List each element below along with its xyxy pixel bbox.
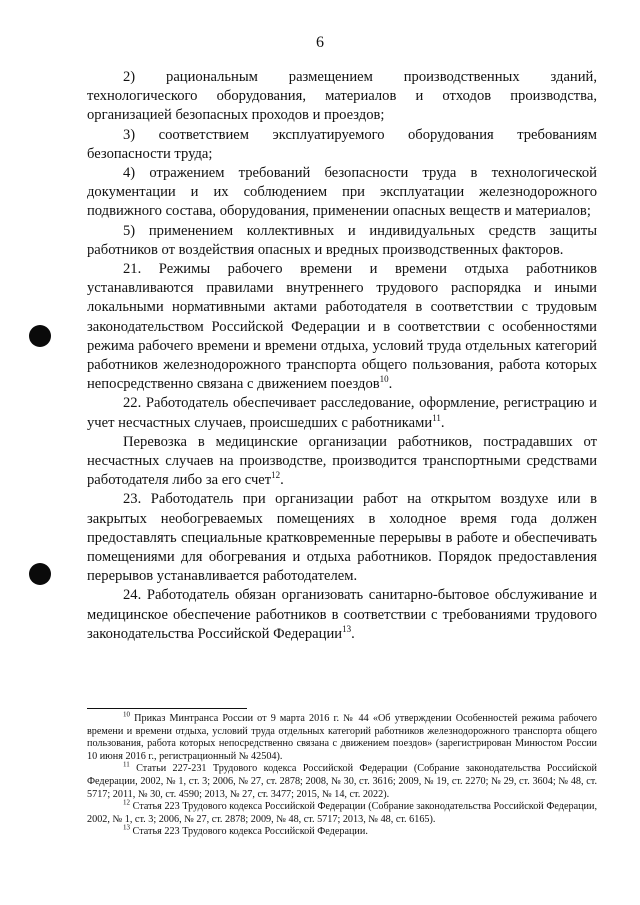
footnote-ref-10[interactable]: 10 [379, 374, 389, 385]
paragraph-item-5: 5) применением коллективных и индивидуальных средств защиты работников от воздействия опасных и вредных производственных факторов. [87, 222, 597, 258]
paragraph-21 [87, 260, 597, 394]
paragraph-22-text: 22. Работодатель обеспечивает расследование, оформление, регистрацию и учет несчастных случаев, происшедших с работниками [87, 395, 597, 431]
paragraph-24-text: 24. Работодатель обязан организовать санитарно-бытовое обслуживание и медицинское обеспечение работников в соответствии с требованиями трудового законодательства Российской Федерации [87, 587, 597, 642]
paragraph-23: 23. Работодатель при организации работ на открытом воздухе или в закрытых необогреваемых помещениях в холодное время года должен предоставлять специальные кратковременные перерывы в работе и обеспечивать помещениями для обогревания и отдыха работников. Порядок предоставления перерывов устанавливается работодателем. [87, 491, 597, 585]
paragraph-transport [87, 433, 597, 491]
binder-hole-top [29, 325, 51, 347]
footnote-separator [87, 708, 247, 709]
footnote-text-11: Статьи 227-231 Трудового кодекса Российской Федерации (Собрание законодательства Российской Федерации, 2002, № 1, ст. 3; 2006, № 27, ст. 2878; 2008, № 30, ст. 3616; 2009, № 19, ст. 2270; № 29, ст. 3604; № 48, ст. 5717; 2011, № 30, ст. 4590; 2013, № 27, ст. 3477; 2015, № 14, ст. 2022). [87, 763, 597, 800]
paragraph-item-4: 4) отражением требований безопасности труда в технологической документации и их соблюдением при эксплуатации железнодорожного подвижного состава, оборудования, применении опасных веществ и материалов; [87, 165, 597, 220]
footnote-mark-13: 13 [123, 823, 130, 832]
footnote-ref-13[interactable]: 13 [342, 624, 352, 635]
paragraph-21-end: . [388, 376, 393, 393]
paragraph-24-end: . [351, 625, 355, 642]
footnote-13 [87, 823, 597, 839]
footnote-mark-10: 10 [123, 710, 130, 719]
page-number: 6 [316, 34, 324, 51]
paragraph-22 [87, 394, 597, 432]
footnote-text-10: Приказ Минтранса России от 9 марта 2016 г. № 44 «Об утверждении Особенностей режима рабочего времени и времени отдыха, условий труда отдельных категорий работников железнодорожного транспорта общего пользования, работа которых непосредственно связана с движением поездов» (зарегистрирован Минюстом России 10 июня 2016 г., регистрационный № 42504). [87, 713, 597, 762]
paragraph-transport-text: Перевозка в медицинские организации работников, пострадавших от несчастных случаев на производстве, производится транспортными средствами работодателя либо за его счет [87, 433, 597, 489]
footnote-10 [87, 710, 597, 763]
paragraph-24 [87, 586, 597, 644]
paragraph-22-end: . [440, 414, 445, 431]
footnote-ref-11[interactable]: 11 [432, 412, 441, 423]
body-text [87, 68, 597, 644]
footnotes [87, 710, 597, 839]
footnote-ref-12[interactable]: 12 [271, 470, 281, 481]
footnote-text-12: Статья 223 Трудового кодекса Российской Федерации (Собрание законодательства Российской Федерации, 2002, № 1, ст. 3; 2006, № 27, ст. 2878; 2009, № 48, ст. 5717; 2013, № 48, ст. 6165). [87, 801, 597, 825]
footnote-mark-11: 11 [123, 760, 130, 769]
binder-hole-bottom [29, 563, 51, 585]
footnote-11 [87, 760, 597, 801]
footnote-12 [87, 798, 597, 826]
footnote-mark-12: 12 [123, 798, 130, 807]
paragraph-item-2: 2) рациональным размещением производственных зданий, технологического оборудования, материалов и отходов производства, организацией безопасных проходов и проездов; [87, 69, 597, 124]
paragraph-item-3: 3) соответствием эксплуатируемого оборудования требованиям безопасности труда; [87, 126, 597, 162]
paragraph-21-text: 21. Режимы рабочего времени и времени отдыха работников устанавливаются правилами внутреннего трудового распорядка и иными локальными нормативными актами работодателя в соответствии с трудовым законодательством Российской Федерации и в соответствии с особенностями режима рабочего времени и времени отдыха, условий труда отдельных категорий работников железнодорожного транспорта общего пользования, работа которых непосредственно связана с движением поездов [87, 261, 597, 393]
footnote-text-13: Статья 223 Трудового кодекса Российской Федерации. [130, 826, 368, 838]
paragraph-transport-end: . [280, 472, 284, 489]
